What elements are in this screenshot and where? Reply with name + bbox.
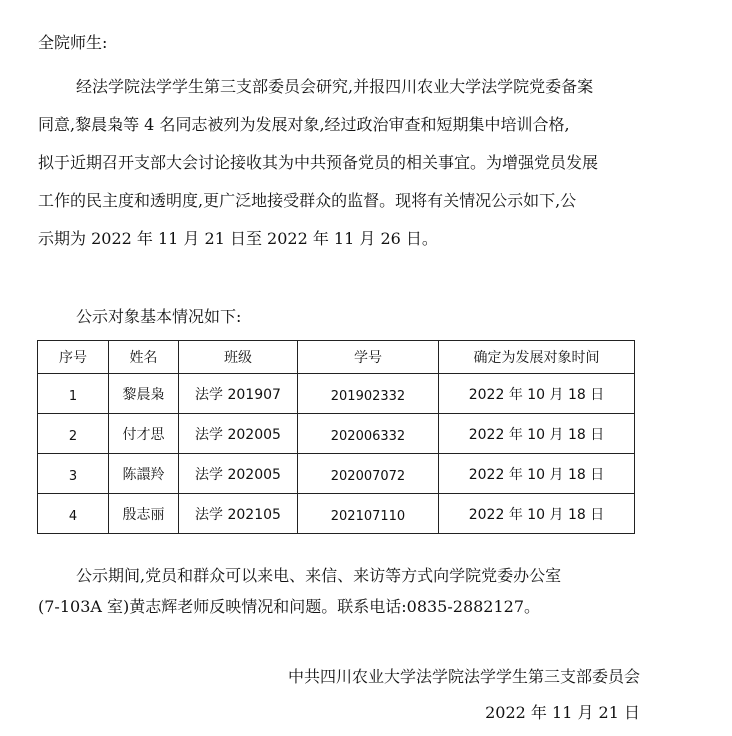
table-row xyxy=(38,454,635,494)
row-date: 2022 年 10 月 18 日 xyxy=(439,374,635,414)
table-row xyxy=(38,494,635,534)
row-name: 付才思 xyxy=(109,414,179,454)
row-student-id: 202007072 xyxy=(298,454,439,494)
paragraph-line: 拟于近期召开支部大会讨论接收其为中共预备党员的相关事宜。为增强党员发展 xyxy=(38,153,599,172)
row-name: 陈譞羚 xyxy=(109,454,179,494)
header-name: 姓名 xyxy=(109,341,179,374)
row-class: 法学 202005 xyxy=(179,414,298,454)
row-student-id: 202107110 xyxy=(298,494,439,534)
paragraph-line: 经法学院法学学生第三支部委员会研究,并报四川农业大学法学院党委备案 xyxy=(76,77,594,96)
table-intro: 公示对象基本情况如下: xyxy=(76,307,242,326)
header-class: 班级 xyxy=(179,341,298,374)
table-row xyxy=(38,414,635,454)
paragraph-line: 工作的民主度和透明度,更广泛地接受群众的监督。现将有关情况公示如下,公 xyxy=(38,191,577,210)
header-index: 序号 xyxy=(38,341,109,374)
greeting: 全院师生: xyxy=(38,33,108,52)
header-student-id: 学号 xyxy=(298,341,439,374)
row-index: 2 xyxy=(38,414,109,454)
row-student-id: 202006332 xyxy=(298,414,439,454)
issue-date: 2022 年 11 月 21 日 xyxy=(485,703,640,722)
header-date: 确定为发展对象时间 xyxy=(439,341,635,374)
row-name: 殷志丽 xyxy=(109,494,179,534)
contact-paragraph-line: 公示期间,党员和群众可以来电、来信、来访等方式向学院党委办公室 xyxy=(76,566,562,585)
table-row xyxy=(38,374,635,414)
row-name: 黎晨枭 xyxy=(109,374,179,414)
row-class: 法学 202105 xyxy=(179,494,298,534)
row-index: 1 xyxy=(38,374,109,414)
paragraph-line: 示期为 2022 年 11 月 21 日至 2022 年 11 月 26 日。 xyxy=(38,229,438,248)
table-header-row xyxy=(38,341,635,374)
candidate-table xyxy=(37,340,635,534)
contact-paragraph-line: (7-103A 室)黄志辉老师反映情况和问题。联系电话:0835-2882127。 xyxy=(38,597,541,616)
issuing-organization: 中共四川农业大学法学院法学学生第三支部委员会 xyxy=(287,667,640,686)
row-index: 3 xyxy=(38,454,109,494)
row-date: 2022 年 10 月 18 日 xyxy=(439,494,635,534)
row-index: 4 xyxy=(38,494,109,534)
row-date: 2022 年 10 月 18 日 xyxy=(439,454,635,494)
row-date: 2022 年 10 月 18 日 xyxy=(439,414,635,454)
paragraph-line: 同意,黎晨枭等 4 名同志被列为发展对象,经过政治审查和短期集中培训合格, xyxy=(38,115,570,134)
row-class: 法学 202005 xyxy=(179,454,298,494)
row-student-id: 201902332 xyxy=(298,374,439,414)
row-class: 法学 201907 xyxy=(179,374,298,414)
